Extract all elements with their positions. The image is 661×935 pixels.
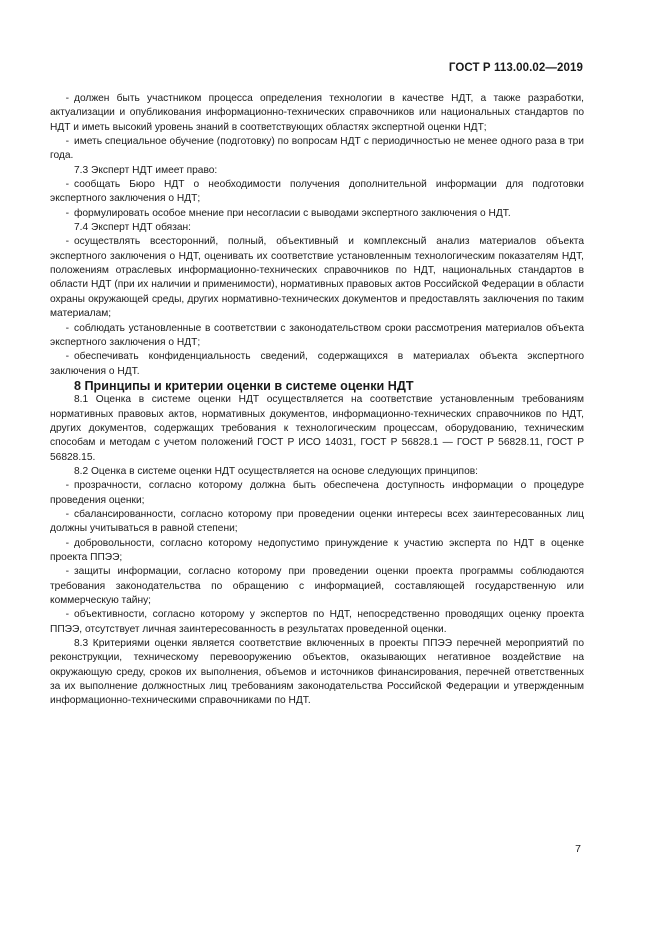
list-dash-mark: - xyxy=(65,207,69,219)
list-item xyxy=(50,565,584,608)
list-dash-mark: - xyxy=(65,566,69,578)
list-item xyxy=(50,508,584,537)
paragraph: 8.1 Оценка в системе оценки НДТ осуществляется на соответствие установленным требованиям нормативных правовых актов, нормативных документов, информационно-технических справочников по НДТ, других документов, содержащих требования к технологическим процессам, оборудованию, техническим способам и методам с учетом положений ГОСТ Р ИСО 14031, ГОСТ Р 56828.1 — ГОСТ Р 56828.11, ГОСТ Р 56828.15. xyxy=(50,394,584,463)
list-dash-mark: - xyxy=(65,351,69,363)
list-dash-mark: - xyxy=(65,480,69,492)
list-dash-mark: - xyxy=(65,236,69,248)
paragraph: 7.3 Эксперт НДТ имеет право: xyxy=(74,164,218,176)
list-dash-mark: - xyxy=(65,179,69,191)
list-item xyxy=(50,135,584,164)
document-code-header: ГОСТ Р 113.00.02—2019 xyxy=(448,62,583,74)
list-item-text: осуществлять всесторонний, полный, объективный и комплексный анализ материалов объекта экспертного заключения о НДТ, оценивать их соответствие установленным технологическим показателям НДТ, положениям отраслевых информационно-технических справочников по НДТ, национальных стандартов в области НДТ (при их наличии и применимости), нормативных правовых актов Российской Федерации в области охраны окружающей среды, других нормативно-технических документов и предоставлять заключения по таким материалам; xyxy=(50,236,584,320)
list-item xyxy=(50,207,584,221)
list-dash-mark: - xyxy=(65,609,69,621)
list-item xyxy=(50,178,584,207)
list-item xyxy=(50,322,584,351)
list-item-text: соблюдать установленные в соответствии с законодательством сроки рассмотрения материалов объекта экспертного заключения о НДТ; xyxy=(50,322,584,348)
list-item xyxy=(50,479,584,508)
list-item-text: сбалансированности, согласно которому при проведении оценки интересы всех заинтересованных лиц должны учитываться в равной степени; xyxy=(50,508,584,535)
list-item-text: объективности, согласно которому у экспертов по НДТ, непосредственно проводящих оценку проекта ППЭЭ, отсутствует личная заинтересованность в результатах проведенной оценки. xyxy=(50,609,584,635)
paragraph: 7.4 Эксперт НДТ обязан: xyxy=(74,222,191,234)
list-item-text: защиты информации, согласно которому при проведении оценки проекта программы соблюдаются требования законодательства по обращению с информацией, составляющей государственную или коммерческую тайну; xyxy=(50,566,584,607)
list-dash-mark: - xyxy=(65,93,69,104)
list-item-text: должен быть участником процесса определения технологии в качестве НДТ, а также разработки, актуализации и опубликования информационно-технических справочников или национальных стандартов по НДТ и иметь высокий уровень знаний в соответствующих областях экспертной оценки НДТ; xyxy=(50,93,584,133)
list-item xyxy=(50,350,584,379)
list-item-text: формулировать особое мнение при несогласии с выводами экспертного заключения о НДТ. xyxy=(74,207,511,219)
paragraph: 8.3 Критериями оценки является соответствие включенных в проекты ППЭЭ перечней мероприятий по реконструкции, техническому перевооружению объектов, оказывающих негативное воздействие на окружающую среду, сроков их выполнения, объемов и источников финансирования, перечней ответственных за их выполнение должностных лиц требованиям законодательства Российской Федерации и утвержденным информационно-техническими справочниками по НДТ. xyxy=(50,638,584,707)
list-dash-mark: - xyxy=(65,136,69,148)
list-item-text: обеспечивать конфиденциальность сведений, содержащихся в материалах объекта экспертного заключения о НДТ. xyxy=(50,351,584,377)
list-dash-mark: - xyxy=(65,537,69,549)
list-dash-mark: - xyxy=(65,322,69,334)
list-item-text: прозрачности, согласно которому должна быть обеспечена доступность информации о процедуре проведения оценки; xyxy=(50,480,584,506)
list-item xyxy=(50,537,584,566)
section-title: 8 Принципы и критерии оценки в системе оценки НДТ xyxy=(74,378,414,393)
page-number: 7 xyxy=(575,843,581,855)
paragraph: 8.2 Оценка в системе оценки НДТ осуществляется на основе следующих принципов: xyxy=(74,465,478,477)
list-item-text: добровольности, согласно которому недопустимо принуждение к участию эксперта по НДТ в оценке проекта ППЭЭ; xyxy=(50,537,584,563)
list-dash-mark: - xyxy=(65,508,69,520)
list-item-text: иметь специальное обучение (подготовку) по вопросам НДТ с периодичностью не менее одного раза в три года. xyxy=(50,136,584,162)
document-body xyxy=(50,92,584,709)
list-item-text: сообщать Бюро НДТ о необходимости получения дополнительной информации для подготовки экспертного заключения о НДТ; xyxy=(50,179,584,205)
list-item xyxy=(50,235,584,321)
list-item xyxy=(50,608,584,637)
list-item xyxy=(50,92,584,135)
